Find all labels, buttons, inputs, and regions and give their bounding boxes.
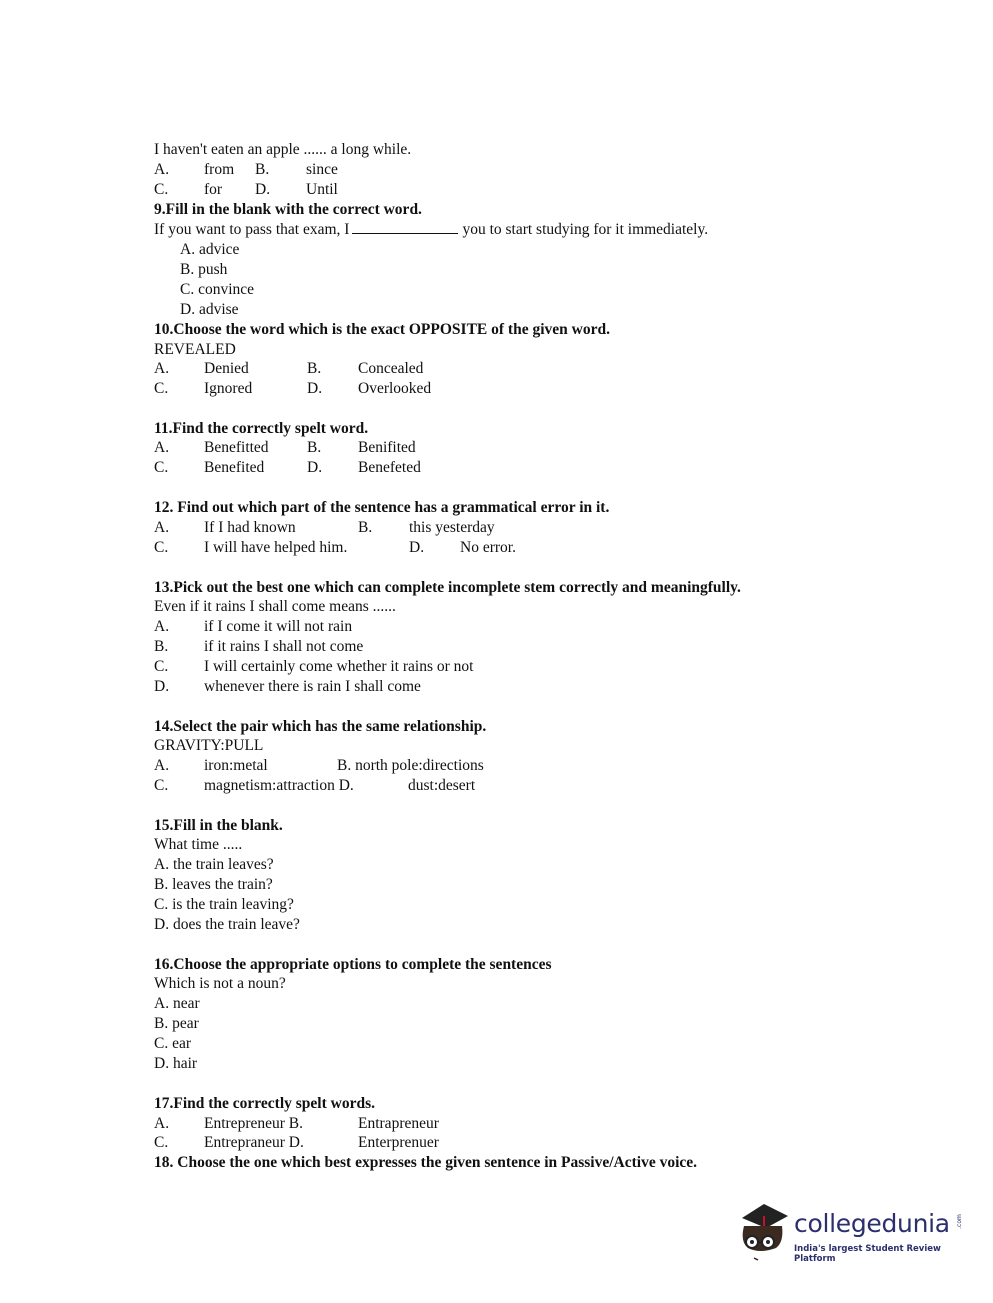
q10-opt-b-letter: B. [307,360,322,377]
logo-name: collegedunia [794,1209,950,1238]
q17-opt-b-text: Entrapreneur [358,1115,439,1132]
q8-opt-c-text: for [204,181,223,198]
q9-stem-before: If you want to pass that exam, I [154,221,350,238]
q12-opt-d-letter: D. [409,539,425,556]
q15-opt-c: C. is the train leaving? [154,896,294,913]
q9-stem [154,220,708,239]
q14-word: GRAVITY:PULL [154,737,264,754]
q8-stem: I haven't eaten an apple ...... a long while. [154,141,412,158]
q16-opt-d: D. hair [154,1055,198,1072]
q8-opt-d-text: Until [306,181,338,198]
q10-opt-b-text: Concealed [358,360,424,377]
q11-opt-a-letter: A. [154,439,170,456]
q12-opt-a-text: If I had known [204,519,296,536]
q11-opt-b-text: Benifited [358,439,416,456]
q9-opt-b: B. push [180,261,228,278]
q9-opt-d: D. advise [180,301,239,318]
logo-tagline: India's largest Student Review Platform [794,1244,941,1264]
q11-opt-d-text: Benefeted [358,459,421,476]
q13-opt-c-text: I will certainly come whether it rains or not [204,658,474,675]
collegedunia-logo [736,1196,966,1268]
q17-opt-c-letter: C. [154,1134,169,1151]
q13-opt-b-text: if it rains I shall not come [204,638,364,655]
q12-opt-a-letter: A. [154,519,170,536]
q18-title: 18. Choose the one which best expresses the given sentence in Passive/Active voice. [154,1154,698,1171]
q13-opt-d-letter: D. [154,678,170,695]
q16-stem: Which is not a noun? [154,975,286,992]
q8-opt-d-letter: D. [255,181,271,198]
q16-title: 16.Choose the appropriate options to complete the sentences [154,956,552,973]
q13-stem: Even if it rains I shall come means ...... [154,598,396,615]
q12-opt-d-text: No error. [460,539,516,556]
q14-opt-a-letter: A. [154,757,170,774]
q14-opt-b: B. north pole:directions [337,757,484,774]
q10-opt-c-text: Ignored [204,380,253,397]
q9-opt-a: A. advice [180,241,240,258]
q13-opt-d-text: whenever there is rain I shall come [204,678,421,695]
logo-suffix: .com [955,1214,963,1229]
q15-opt-a: A. the train leaves? [154,856,274,873]
q8-opt-a-letter: A. [154,161,170,178]
q11-opt-c-letter: C. [154,459,169,476]
q10-word: REVEALED [154,341,236,358]
q12-title: 12. Find out which part of the sentence has a grammatical error in it. [154,499,610,516]
q10-opt-d-letter: D. [307,380,323,397]
q11-opt-a-text: Benefitted [204,439,269,456]
q11-opt-d-letter: D. [307,459,323,476]
q10-title: 10.Choose the word which is the exact OPPOSITE of the given word. [154,321,610,338]
q16-opt-c: C. ear [154,1035,192,1052]
q10-opt-c-letter: C. [154,380,169,397]
q12-opt-c-text: I will have helped him. [204,539,348,556]
q13-opt-a-letter: A. [154,618,170,635]
q9-stem-after: you to start studying for it immediately. [462,221,709,238]
q11-opt-c-text: Benefited [204,459,265,476]
q9-title: 9.Fill in the blank with the correct word. [154,201,422,218]
q17-opt-a-letter: A. [154,1115,170,1132]
q8-opt-a-text: from [204,161,235,178]
q17-title: 17.Find the correctly spelt words. [154,1095,375,1112]
q15-title: 15.Fill in the blank. [154,817,283,834]
q16-opt-a: A. near [154,995,200,1012]
q15-opt-d: D. does the train leave? [154,916,300,933]
q8-opt-c-letter: C. [154,181,169,198]
q16-opt-b: B. pear [154,1015,199,1032]
q11-opt-b-letter: B. [307,439,322,456]
q15-stem: What time ..... [154,836,243,853]
q15-opt-b: B. leaves the train? [154,876,273,893]
q8-opt-b-text: since [306,161,338,178]
q9-opt-c: C. convince [180,281,255,298]
q12-opt-b-text: this yesterday [409,519,495,536]
q12-opt-b-letter: B. [358,519,373,536]
q13-title: 13.Pick out the best one which can complete incomplete stem correctly and meaningfully. [154,579,741,596]
q12-opt-c-letter: C. [154,539,169,556]
q14-title: 14.Select the pair which has the same relationship. [154,718,487,735]
q14-opt-c-letter: C. [154,777,169,794]
q14-opt-d-text: dust:desert [408,777,476,794]
q13-opt-a-text: if I come it will not rain [204,618,353,635]
q11-title: 11.Find the correctly spelt word. [154,420,369,437]
q8-opt-b-letter: B. [255,161,270,178]
q17-opt-c-text: Entrepraneur D. [204,1134,304,1151]
q10-opt-a-letter: A. [154,360,170,377]
q13-opt-b-letter: B. [154,638,169,655]
q10-opt-d-text: Overlooked [358,380,432,397]
q14-opt-a-text: iron:metal [204,757,268,774]
q17-opt-a-text: Entrepreneur B. [204,1115,303,1132]
q13-opt-c-letter: C. [154,658,169,675]
q10-opt-a-text: Denied [204,360,249,377]
q17-opt-d-text: Enterprenuer [358,1134,439,1151]
mascot-icon [736,1196,794,1268]
q9-blank [352,220,458,234]
q14-opt-c-text: magnetism:attraction D. [204,777,354,794]
